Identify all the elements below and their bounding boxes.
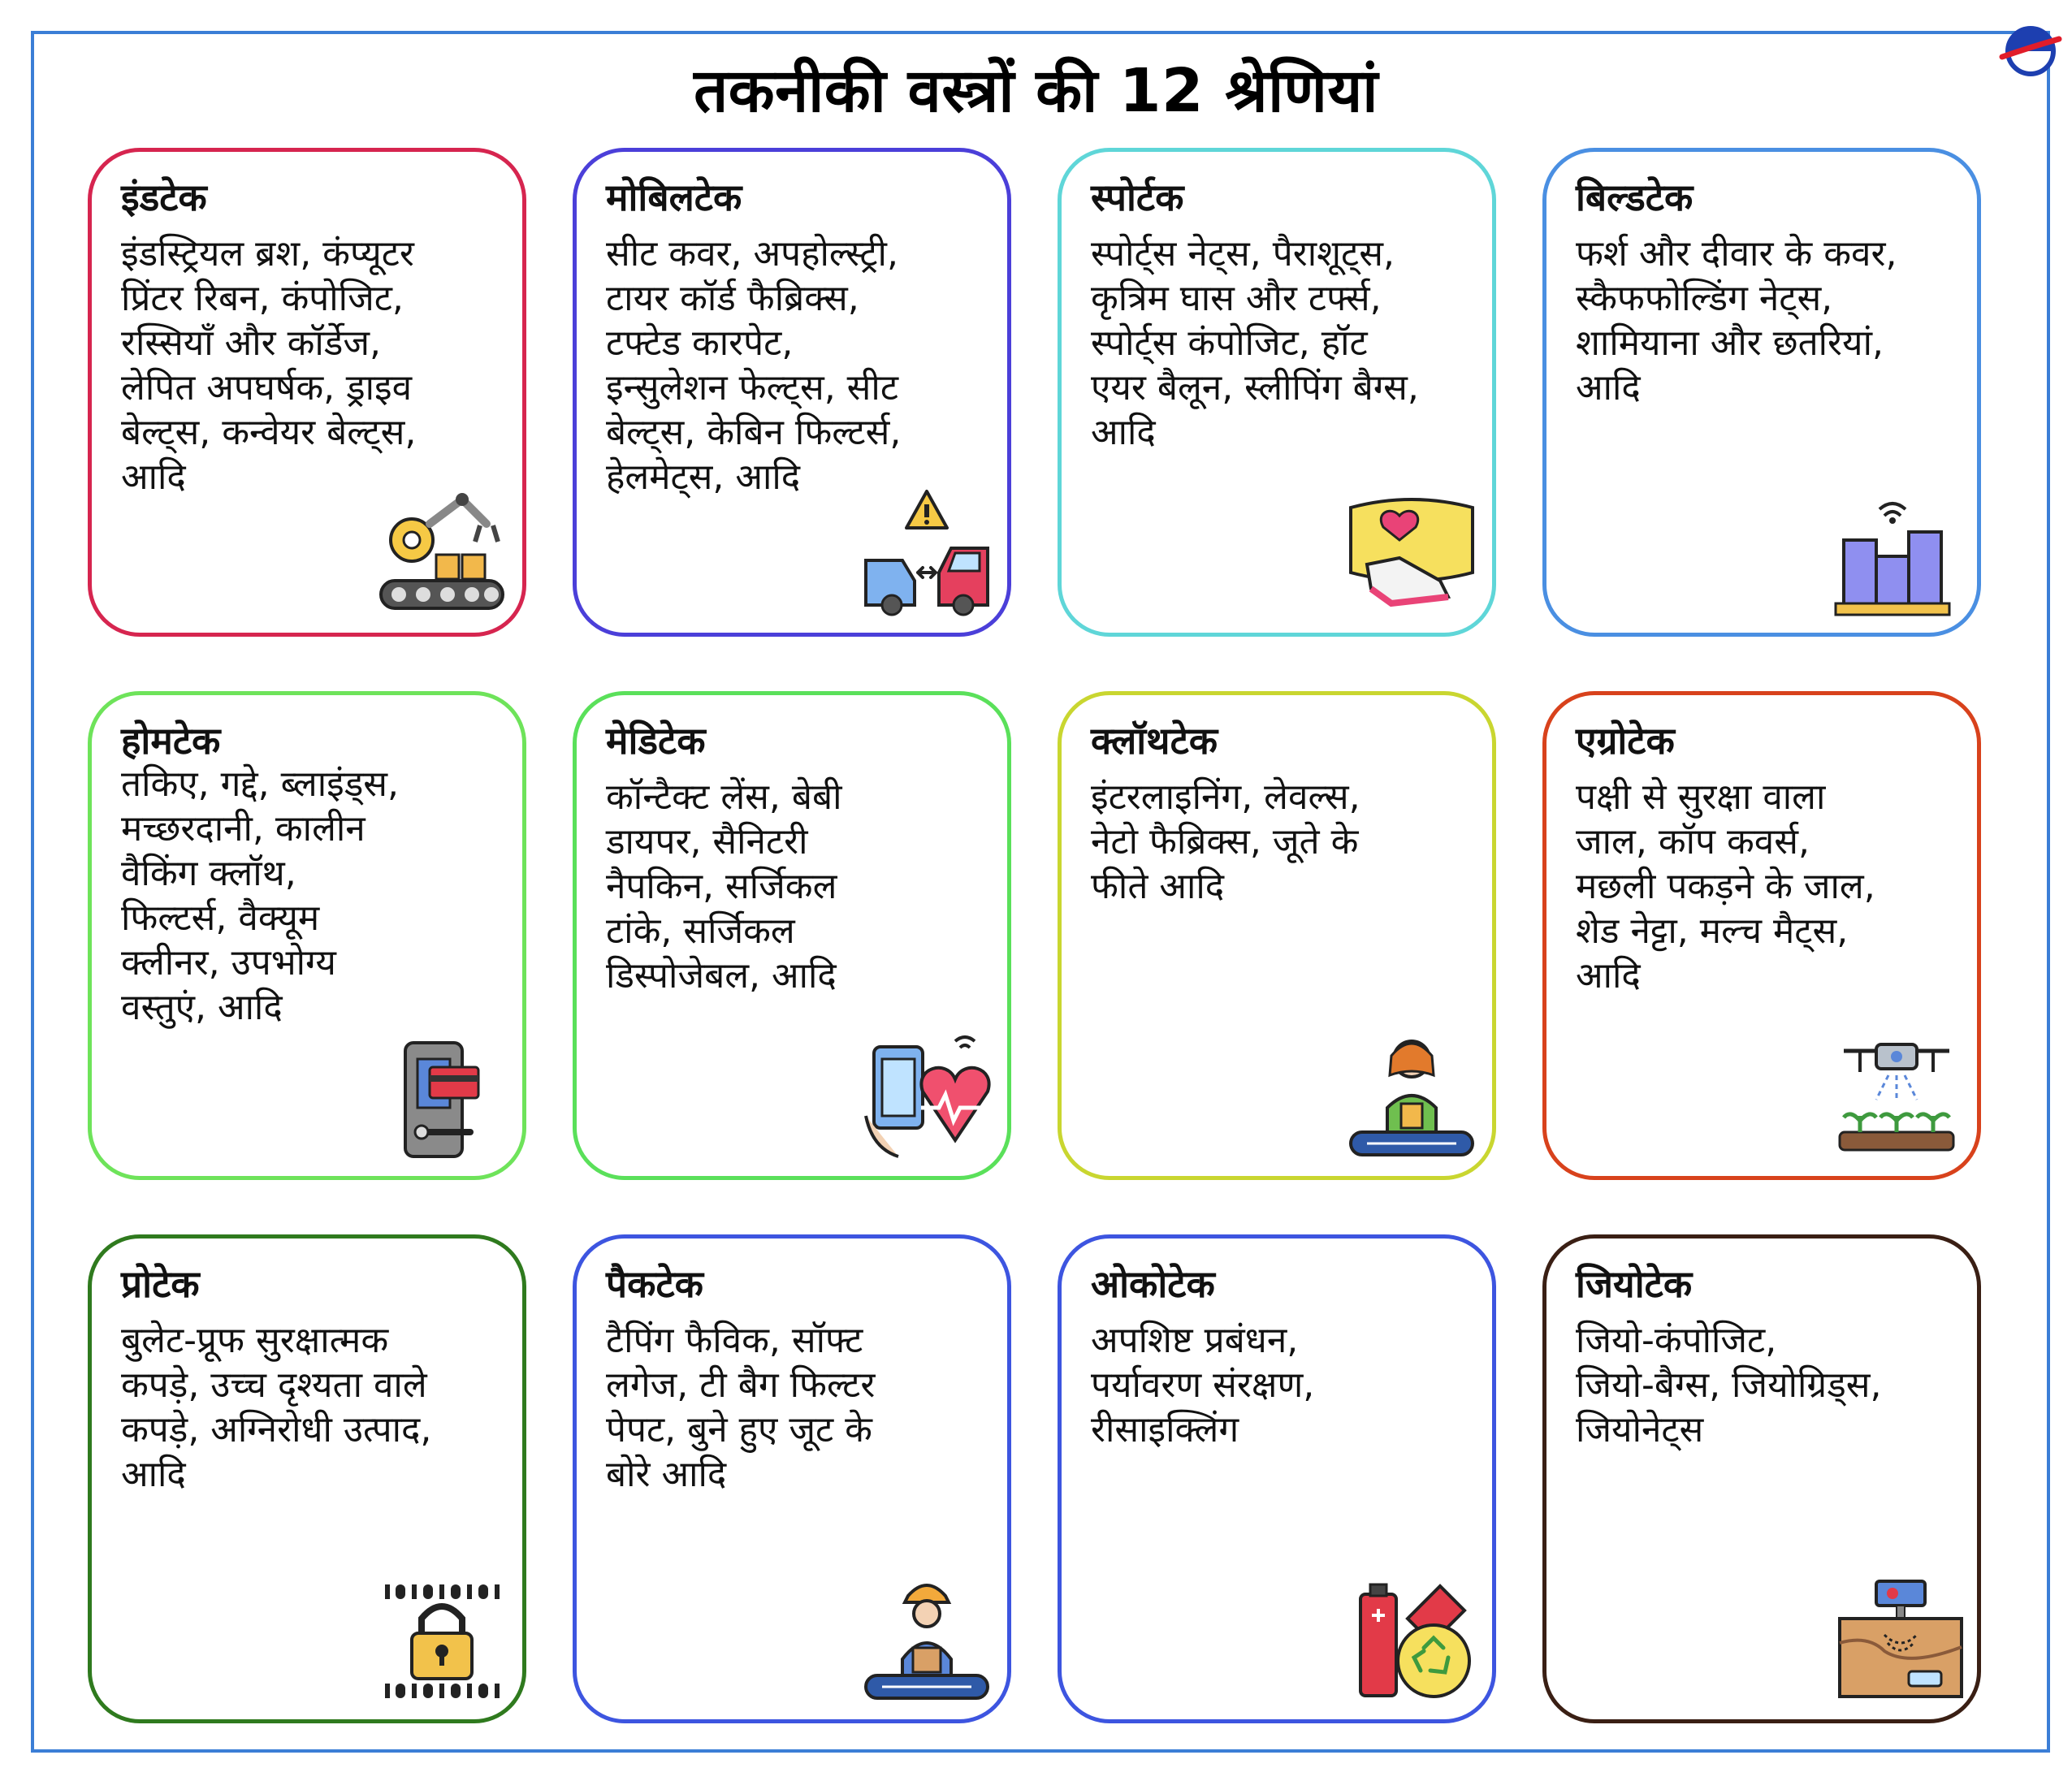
battery-recycle-icon xyxy=(1343,1570,1481,1708)
page-title: तकनीकी वस्त्रों की 12 श्रेणियां xyxy=(694,56,1378,126)
card-description: टैपिंग फैविक, सॉफ्ट लगेज, टी बैग फिल्टर पेपट, बुने हुए जूट के बोरे आदि xyxy=(606,1320,876,1495)
card-title: क्लॉथटेक xyxy=(1091,719,1218,763)
category-grid xyxy=(88,148,1980,1723)
card-title: होमटेक xyxy=(121,719,221,763)
card-description: इंटरलाइनिंग, लेवल्स, नेटो फैब्रिक्स, जूते के फीते आदि xyxy=(1091,776,1360,907)
category-card-indtech xyxy=(88,148,526,637)
card-title: बिल्डटेक xyxy=(1576,175,1694,219)
category-card-hometech xyxy=(88,691,526,1180)
category-card-sporttech xyxy=(1058,148,1496,637)
sports-shoe-heart-icon xyxy=(1343,483,1481,621)
card-title: ओकोटेक xyxy=(1091,1262,1215,1306)
category-card-protech xyxy=(88,1234,526,1723)
drone-spraying-plants-icon xyxy=(1828,1027,1966,1165)
card-description: अपशिष्ट प्रबंधन, पर्यावरण संरक्षण, रीसाइक्लिंग xyxy=(1091,1320,1315,1450)
category-card-oekotech xyxy=(1058,1234,1496,1723)
card-description: पक्षी से सुरक्षा वाला जाल, कॉप कवर्स, मछली पकड़ने के जाल, शेड नेट्टा, मल्च मैट्स, आदि xyxy=(1576,776,1875,996)
category-card-meditech xyxy=(573,691,1011,1180)
card-title: प्रोटेक xyxy=(121,1262,200,1306)
car-collision-warning-icon xyxy=(858,483,996,621)
card-title: मेडिटेक xyxy=(606,719,706,763)
card-title: एग्रोटेक xyxy=(1576,719,1675,763)
card-description: स्पोर्ट्स नेट्स, पैराशूट्स, कृत्रिम घास और टर्फ्स, स्पोर्ट्स कंपोजिट, हॉट एयर बैलून, स्लीपिंग बैग्स, आदि xyxy=(1091,233,1419,453)
card-description: बुलेट-प्रूफ सुरक्षात्मक कपड़े, उच्च दृश्यता वाले कपड़े, अग्निरोधी उत्पाद, आदि xyxy=(121,1320,432,1495)
card-description: फर्श और दीवार के कवर, स्कैफफोल्डिंग नेट्स, शामियाना और छतरियां, आदि xyxy=(1576,233,1897,409)
industrial-robot-arm-icon xyxy=(373,483,511,621)
card-title: मोबिलटेक xyxy=(606,175,742,219)
worker-conveyor-icon xyxy=(1343,1027,1481,1165)
card-description: सीट कवर, अपहोल्स्ट्री, टायर कॉर्ड फैब्रिक्स, टफ्टेड कारपेट, इन्सुलेशन फेल्ट्स, सीट बेल्ट्स, केबिन फिल्टर्स, हेलमेट्स, आदि xyxy=(606,233,902,498)
category-card-clothtech xyxy=(1058,691,1496,1180)
card-title: जियोटेक xyxy=(1576,1262,1693,1306)
category-card-mobiltech xyxy=(573,148,1011,637)
ground-scanner-icon xyxy=(1828,1570,1966,1708)
card-description: इंडस्ट्रियल ब्रश, कंप्यूटर प्रिंटर रिबन, कंपोजिट, रस्सियाँ और कॉर्डेज, लेपित अपघर्षक, ड्राइव बेल्ट्स, कन्वेयर बेल्ट्स, आदि xyxy=(121,233,417,498)
card-description: कॉन्टैक्ट लेंस, बेबी डायपर, सैनिटरी नैपकिन, सर्जिकल टांके, सर्जिकल डिस्पोजेबल, आदि xyxy=(606,776,842,996)
category-card-buildtech xyxy=(1542,148,1981,637)
card-title: पैकटेक xyxy=(606,1262,703,1306)
card-description: जियो-कंपोजिट, जियो-बैग्स, जियोग्रिड्स, जियोनेट्स xyxy=(1576,1320,1882,1450)
category-card-geotech xyxy=(1542,1234,1981,1723)
category-card-packtech xyxy=(573,1234,1011,1723)
smart-buildings-icon xyxy=(1828,483,1966,621)
category-card-agrotech xyxy=(1542,691,1981,1180)
worker-package-conveyor-icon xyxy=(858,1570,996,1708)
card-title: इंडटेक xyxy=(121,175,207,219)
card-door-lock-icon xyxy=(373,1027,511,1165)
binary-padlock-icon xyxy=(373,1570,511,1708)
card-description: तकिए, गद्दे, ब्लाइंड्स, मच्छरदानी, कालीन वैकिंग क्लॉथ, फिल्टर्स, वैक्यूम क्लीनर, उपभोग्य वस्तुएं, आदि xyxy=(121,763,399,1028)
phone-heart-monitor-icon xyxy=(858,1027,996,1165)
card-title: स्पोर्टक xyxy=(1091,175,1184,219)
